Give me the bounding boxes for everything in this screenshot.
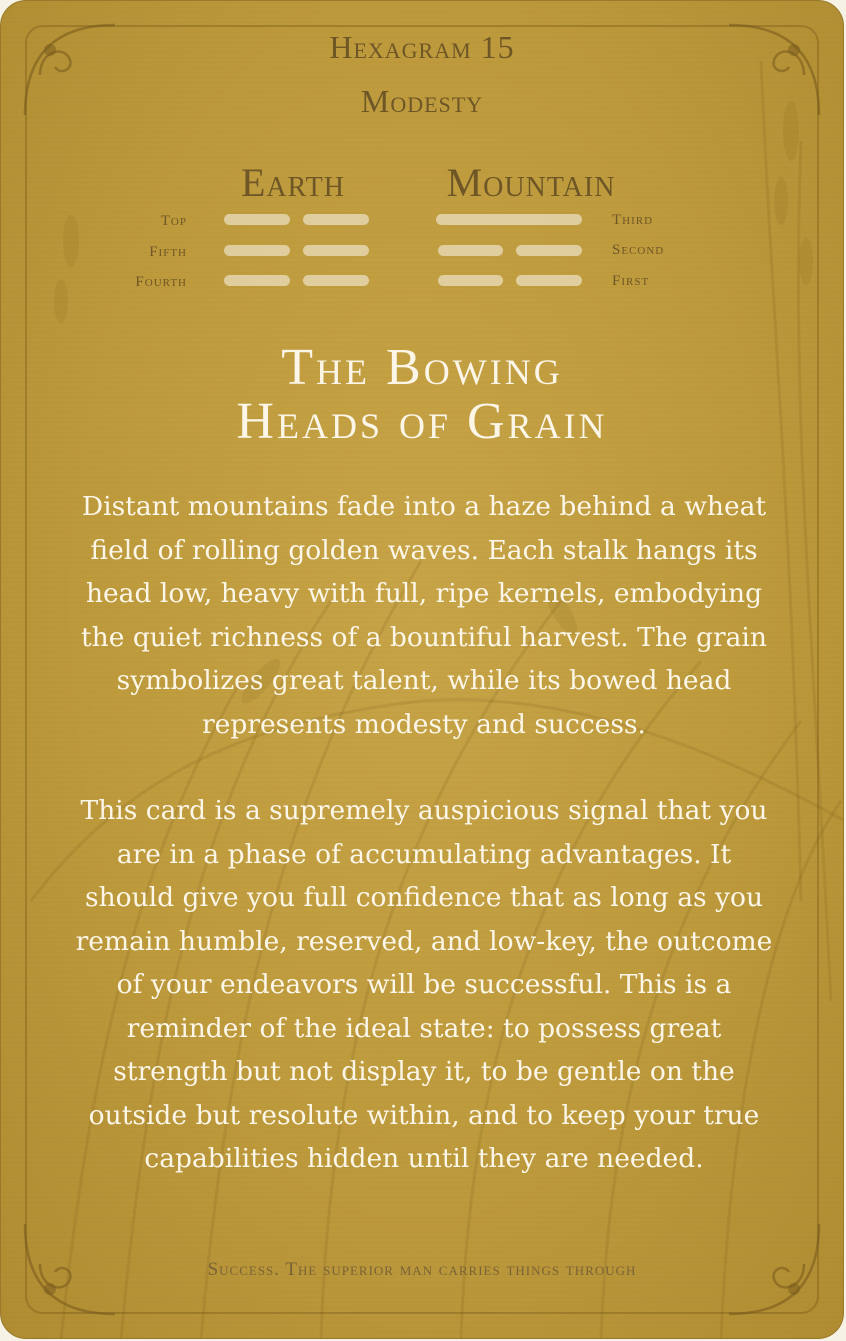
yin-line-fifth-left (224, 245, 290, 256)
yang-line-third (436, 214, 582, 225)
interpretation-paragraph: This card is a supremely auspicious signal that you are in a phase of accumulating advantages. It should give you full confidence that as long as you remain humble, reserved, and low-key, the outcome of your endeavors will be successful. This is a reminder of the ideal state: to possess great strength but not display it, to be gentle on the outside but resolute within, and to keep your true capabilities hidden until they are needed. (75, 795, 773, 1174)
yin-line-first-right (516, 275, 582, 286)
hexagram-number: Hexagram 15 (329, 29, 515, 65)
line-label-third: Third (612, 212, 654, 228)
yin-line-first-left (438, 275, 503, 286)
line-label-first: First (612, 273, 650, 289)
yin-line-top-left (224, 214, 290, 225)
lower-trigram-name: Mountain (446, 160, 616, 205)
card-title-line2: Heads of Grain (236, 393, 608, 450)
yin-line-second-left (438, 245, 503, 256)
yin-line-top-right (303, 214, 369, 225)
line-label-second: Second (612, 242, 665, 258)
yin-line-fourth-left (224, 275, 290, 286)
description-paragraph: Distant mountains fade into a haze behind a wheat field of rolling golden waves. Each stalk hangs its head low, heavy with full, ripe kernels, embodying the quiet richness of a bountiful harvest. The grain symbolizes great talent, while its bowed head represents modesty and success. (81, 491, 767, 740)
line-label-fifth: Fifth (149, 244, 187, 260)
yin-line-fourth-right (303, 275, 369, 286)
judgement-footer: Success. The superior man carries things through (207, 1259, 637, 1280)
line-label-fourth: Fourth (135, 274, 187, 290)
yin-line-fifth-right (303, 245, 369, 256)
upper-trigram-name: Earth (241, 160, 345, 205)
hexagram-name: Modesty (360, 83, 484, 119)
yin-line-second-right (516, 245, 582, 256)
line-label-top: Top (160, 213, 187, 229)
card-title-line1: The Bowing (281, 339, 563, 396)
